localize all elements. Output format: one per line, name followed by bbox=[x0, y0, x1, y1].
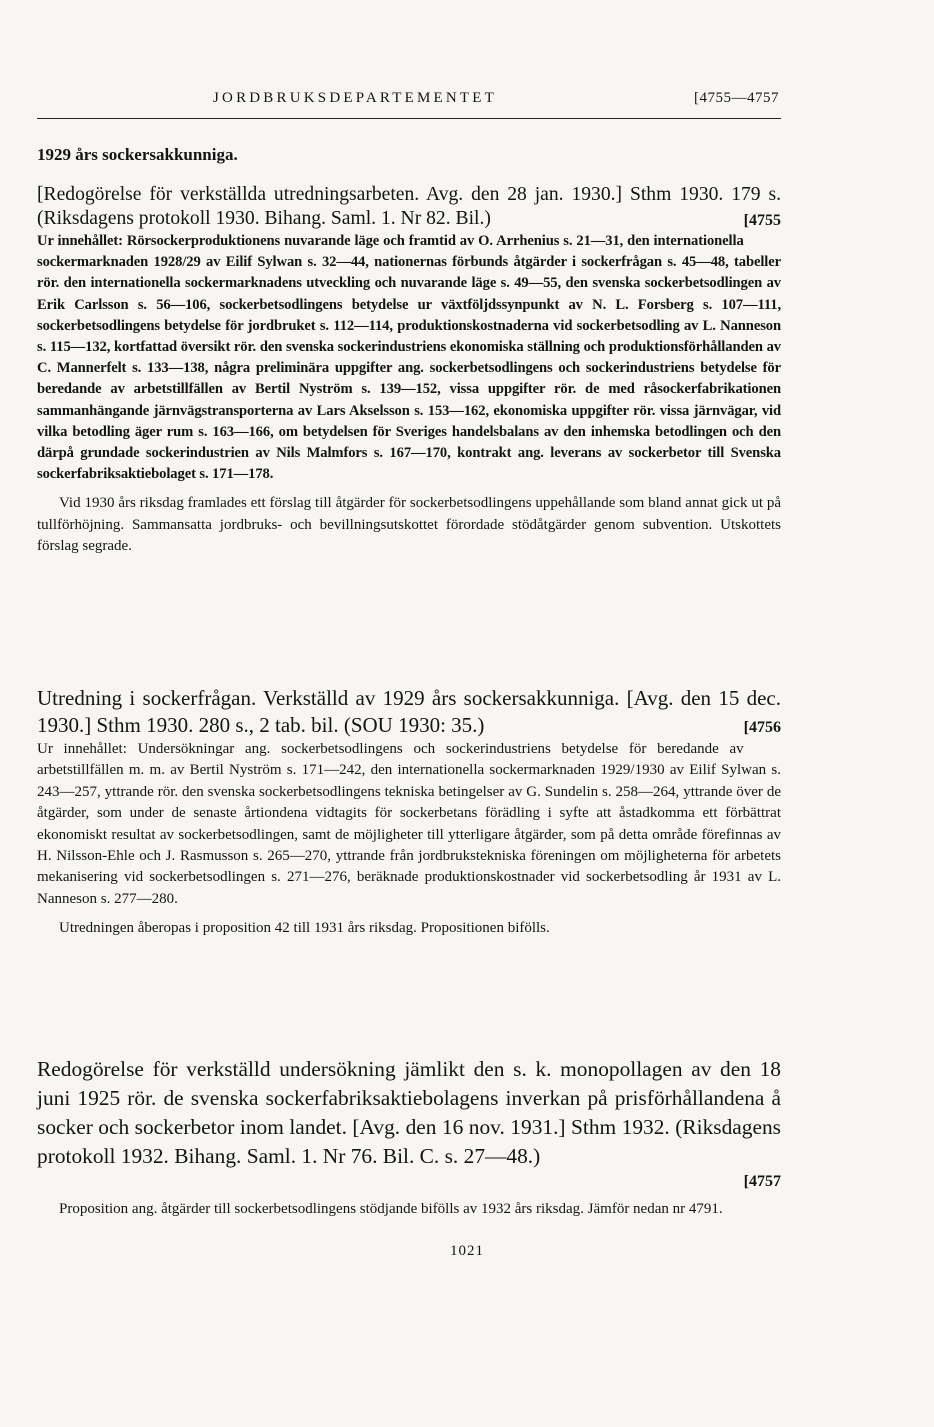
entry-title-text: [Redogörelse för verkställda utredningsarbeten. Avg. den 28 jan. 1930.] Sthm 1930. 179 s. (Riksdagens protokoll 1930. Bihang. Saml. 1. Nr 82. Bil.) bbox=[37, 184, 781, 229]
entry-note: Utredningen åberopas i proposition 42 till 1931 års riksdag. Propositionen bifölls. bbox=[59, 920, 550, 937]
page-number: 1021 bbox=[450, 1243, 484, 1259]
entry-note: Vid 1930 års riksdag framlades ett förslag till åtgärder för sockerbetsodlingens uppehållande som bland annat gick ut på tullförhöjning. Sammansatta jordbruks- och bevillningsutskottet förordade stödåtgärder genom subvention. Utskottets förslag segrade. bbox=[37, 495, 781, 555]
bibliography-entry bbox=[37, 685, 781, 940]
entry-title-text: Utredning i sockerfrågan. Verkställd av 1929 års sockersakkunniga. [Avg. den 15 dec. 1930.] Sthm 1930. 280 s., 2 tab. bil. (SOU 1930: 35.) bbox=[37, 686, 781, 737]
entry-title bbox=[37, 183, 781, 231]
department-title: JORDBRUKSDEPARTEMENTET bbox=[213, 90, 497, 106]
entry-contents: Ur innehållet: Undersökningar ang. sockerbetsodlingens och sockerindustriens betydelse för beredande av arbetstillfällen m. m. av Bertil Nyström s. 171—242, den internationella sockermarknaden 1929/1930 av Eilif Sylwan s. 243—257, yttrande rör. den svenska sockerbetsodlingens tekniska betingelser av G. Sundelin s. 258—264, yttrande över de åtgärder, som under de senaste årtiondena vidtagits för sockerbetans förädling i syfte att åstadkomma ett förbättrat ekonomiskt resultat av sockerbetsodlingen, samt de möjligheter till ytterligare åtgärder, som på detta område förefinnas av H. Nilsson-Ehle och J. Rasmusson s. 265—270, yttrande från jordbrukstekniska föreningen om möjligheterna för arbetets mekanisering vid sockerbetsodlingen s. 271—276, beräknade produktionskostnader vid sockerbetsodling år 1931 av L. Nanneson s. 277—280. bbox=[37, 741, 781, 907]
entry-number: [4756 bbox=[743, 719, 781, 736]
bibliography-entry bbox=[37, 183, 781, 558]
bibliography-entry bbox=[37, 1055, 781, 1220]
entry-range: [4755—4757 bbox=[694, 90, 779, 106]
entry-title bbox=[37, 685, 781, 739]
running-header bbox=[37, 88, 781, 119]
entry-number: [4757 bbox=[743, 1173, 781, 1190]
entry-note: Proposition ang. åtgärder till sockerbetsodlingens stödjande bifölls av 1932 års riksdag. Jämför nedan nr 4791. bbox=[59, 1201, 723, 1217]
entry-title: Redogörelse för verkställd undersökning jämlikt den s. k. monopollagen av den 18 juni 1925 rör. de svenska sockerfabriksaktiebolagens inverkan på prisförhållandena å socker och sockerbetor inom landet. [Avg. den 16 nov. 1931.] Sthm 1932. (Riksdagens protokoll 1932. Bihang. Saml. 1. Nr 76. Bil. C. s. 27—48.) bbox=[37, 1057, 781, 1168]
entry-number: [4755 bbox=[743, 212, 781, 229]
entry-contents: Ur innehållet: Rörsockerproduktionens nuvarande läge och framtid av O. Arrhenius s. 21—31, den internationella sockermarknaden 1928/29 av Eilif Sylwan s. 32—44, nationernas förbunds åtgärder i sockerfrågan s. 45—48, tabeller rör. den internationella sockermarknadens utveckling och nuvarande läge s. 49—55, den svenska sockerbetsodlingen av Erik Carlsson s. 56—106, sockerbetsodlingens betydelse ur växtföljdssynpunkt av N. L. Forsberg s. 107—111, sockerbetsodlingens betydelse för jordbruket s. 112—114, produktionskostnaderna vid sockerbetsodling av L. Nanneson s. 115—132, kortfattad översikt rör. den svenska sockerindustriens ekonomiska ställning och produktionsförhållanden av C. Mannerfelt s. 133—138, några preliminära uppgifter ang. sockerbetsodlingens och sockerindustriens betydelse för beredande av arbetstillfällen av Bertil Nyström s. 139—152, vissa uppgifter rör. de med råsockerfabrikationen sammanhängande järnvägstransporterna av Lars Akselsson s. 153—162, ekonomiska uppgifter rör. vissa järnvägar, vid vilka betodling äger rum s. 163—166, om betydelsen för Sveriges handelsbalans av den inhemska betodlingen och den därpå grundade sockerindustrien av Nils Malmfors s. 167—170, kontrakt ang. leverans av sockerbetor till Svenska sockerfabriksaktiebolaget s. 171—178. bbox=[37, 233, 781, 483]
section-heading: 1929 års sockersakkunniga. bbox=[37, 145, 238, 164]
